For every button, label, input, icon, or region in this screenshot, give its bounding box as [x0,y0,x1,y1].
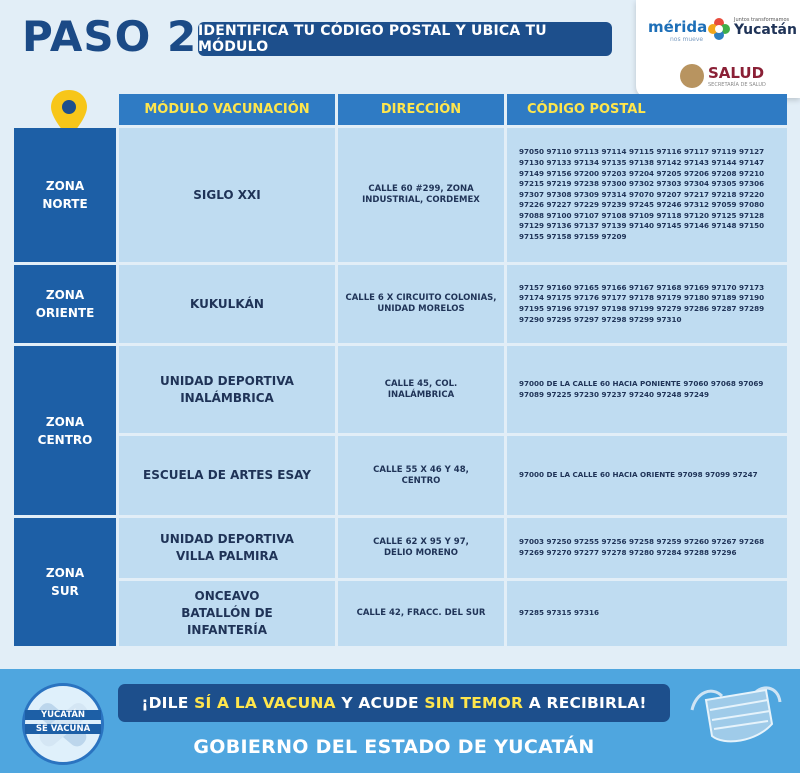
yucatan-logo: Juntos transformamos Yucatán [734,17,797,38]
table-row-postal: 97003 97250 97255 97256 97258 97259 97260 97267 97268 97269 97270 97277 97278 97280 97284 97288 97296 [507,518,787,578]
step-title: PASO 2 [22,12,198,61]
zone-sur: ZONA SUR [14,518,116,646]
table-row-postal: 97050 97110 97113 97114 97115 97116 97117 97119 97127 97130 97133 97134 97135 97138 97142 97143 97144 97147 97149 97156 97200 97203 97204 97205 97206 97208 97210 97215 97219 97238 97300 97302 97303 97304 97305 97306 97307 97308 97309 97314 97070 97207 97217 97218 97220 97226 97227 97229 97239 97245 97246 97312 97059 97080 97088 97100 97107 97108 97109 97118 97120 97125 97128 97129 97136 97137 97139 97140 97145 97146 97148 97150 97155 97158 97159 97209 [507,128,787,262]
zone-norte: ZONA NORTE [14,128,116,262]
table-row-module: KUKULKÁN [119,265,335,343]
footer-slogan: ¡DILE SÍ A LA VACUNA Y ACUDE SIN TEMOR A RECIBIRLA! [118,684,670,722]
table-row-address: CALLE 60 #299, ZONA INDUSTRIAL, CORDEMEX [338,128,504,262]
table-row-module: ESCUELA DE ARTES ESAY [119,436,335,515]
bandage-badge-icon [22,683,104,765]
header-postal: CÓDIGO POSTAL [507,94,787,125]
table-row-module: UNIDAD DEPORTIVA INALÁMBRICA [119,346,335,433]
footer-government: GOBIERNO DEL ESTADO DE YUCATÁN [193,736,595,758]
table-row-postal: 97157 97160 97165 97166 97167 97168 97169 97170 97173 97174 97175 97176 97177 97178 97179 97180 97189 97190 97195 97196 97197 97198 97199 97279 97286 97287 97289 97290 97295 97297 97298 97299 97310 [507,265,787,343]
face-mask-icon [686,680,786,750]
table-row-module: SIGLO XXI [119,128,335,262]
salud-logo: SALUD SECRETARÍA DE SALUD [708,64,766,88]
header-address: DIRECCIÓN [338,94,504,125]
table-row-module: ONCEAVO BATALLÓN DE INFANTERÍA [119,581,335,646]
table-row-address: CALLE 42, FRACC. DEL SUR [338,581,504,646]
zone-oriente: ZONA ORIENTE [14,265,116,343]
table-row-address: CALLE 45, COL. INALÁMBRICA [338,346,504,433]
badge-top-text: YUCATÁN [25,710,101,720]
table-row-postal: 97000 DE LA CALLE 60 HACIA ORIENTE 97098 97099 97247 [507,436,787,515]
merida-logo: mérida nos mueve [648,18,708,43]
salud-seal-icon [680,64,704,88]
logo-card [636,0,800,98]
step-subtitle: IDENTIFICA TU CÓDIGO POSTAL Y UBICA TU MÓDULO [198,22,612,56]
table-row-address: CALLE 55 X 46 Y 48, CENTRO [338,436,504,515]
badge-bottom-text: SE VACUNA [25,724,101,734]
table-row-address: CALLE 6 X CIRCUITO COLONIAS, UNIDAD MORELOS [338,265,504,343]
table-row-postal: 97000 DE LA CALLE 60 HACIA PONIENTE 97060 97068 97069 97089 97225 97230 97237 97240 97248 97249 [507,346,787,433]
table-row-module: UNIDAD DEPORTIVA VILLA PALMIRA [119,518,335,578]
table-row-address: CALLE 62 X 95 Y 97, DELIO MORENO [338,518,504,578]
zone-centro: ZONA CENTRO [14,346,116,515]
table-row-postal: 97285 97315 97316 [507,581,787,646]
yucatan-logo-icon [707,17,731,41]
header-module: MÓDULO VACUNACIÓN [119,94,335,125]
